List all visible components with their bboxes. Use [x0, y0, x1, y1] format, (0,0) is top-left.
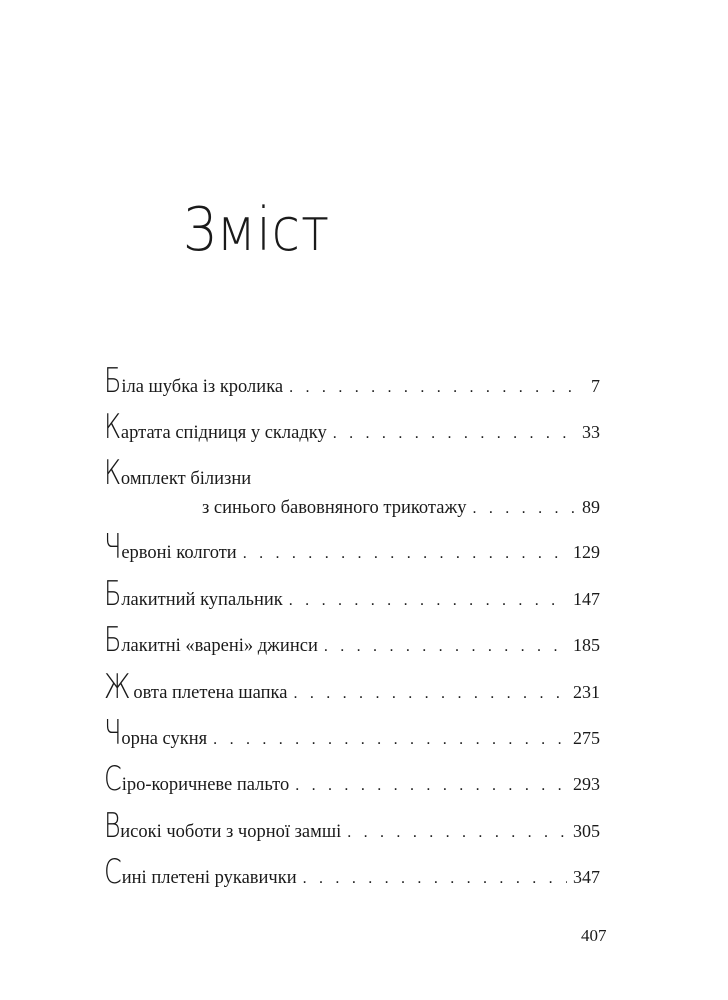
entry-initial: Б	[104, 574, 122, 614]
entry-initial: С	[104, 759, 122, 799]
toc-entry[interactable]	[104, 361, 600, 402]
dot-leader	[289, 377, 585, 399]
toc-entry[interactable]	[104, 667, 600, 708]
entry-page-number: 231	[573, 682, 600, 702]
entry-initial: Б	[104, 361, 122, 401]
dot-leader	[213, 729, 567, 751]
dot-leader	[289, 590, 567, 612]
toc-entry[interactable]	[104, 407, 600, 448]
entry-title: іро-коричневе пальто	[121, 775, 290, 795]
entry-title: лакитний купальник	[121, 590, 283, 610]
entry-title: лакитні «варені» джинси	[121, 636, 318, 656]
toc-entry[interactable]	[104, 759, 600, 800]
toc-entry[interactable]	[104, 713, 600, 754]
dot-leader	[303, 868, 567, 890]
entry-initial: Ч	[104, 713, 122, 753]
toc-entry[interactable]	[104, 527, 600, 568]
entry-title: овта плетена шапка	[133, 683, 288, 703]
entry-initial: С	[104, 852, 122, 892]
entry-title: исокі чоботи з чорної замші	[120, 822, 342, 842]
entry-page-number: 185	[573, 635, 600, 655]
entry-initial: В	[104, 806, 121, 846]
entry-title: ервоні колготи	[121, 543, 237, 563]
dot-leader	[472, 498, 576, 520]
entry-title: ині плетені рукавички	[121, 868, 297, 888]
toc-entry[interactable]	[104, 453, 600, 522]
entry-title: орна сукня	[121, 729, 208, 749]
entry-page-number: 147	[573, 589, 600, 609]
dot-leader	[293, 683, 567, 705]
entry-page-number: 33	[582, 422, 600, 442]
entry-page-number: 305	[573, 821, 600, 841]
entry-initial: Б	[104, 620, 122, 660]
entry-initial: Ж	[104, 667, 131, 707]
dot-leader	[333, 423, 576, 445]
entry-page-number: 293	[573, 774, 600, 794]
toc-entry[interactable]	[104, 806, 600, 847]
entry-title-continuation: з синього бавовняного трикотажу	[202, 498, 467, 518]
page-number-footer: 407	[581, 926, 607, 945]
entry-page-number: 129	[573, 542, 600, 562]
toc-entry[interactable]	[104, 574, 600, 615]
dot-leader	[243, 543, 567, 565]
entry-page-number: 89	[582, 497, 600, 517]
entry-title: іла шубка із кролика	[121, 377, 284, 397]
entry-initial: К	[104, 407, 122, 447]
entry-page-number: 347	[573, 867, 600, 887]
toc-entry[interactable]	[104, 852, 600, 893]
entry-page-number: 275	[573, 728, 600, 748]
page-title: Зміст	[183, 195, 331, 265]
entry-title: артата спідниця у складку	[120, 423, 327, 443]
entry-title: омплект білизни	[120, 469, 252, 489]
entry-initial: Ч	[104, 527, 122, 567]
toc-entry[interactable]	[104, 620, 600, 661]
entry-page-number: 7	[591, 376, 600, 396]
dot-leader	[324, 636, 567, 658]
dot-leader	[347, 822, 567, 844]
dot-leader	[295, 775, 567, 797]
entry-initial: К	[104, 453, 122, 493]
